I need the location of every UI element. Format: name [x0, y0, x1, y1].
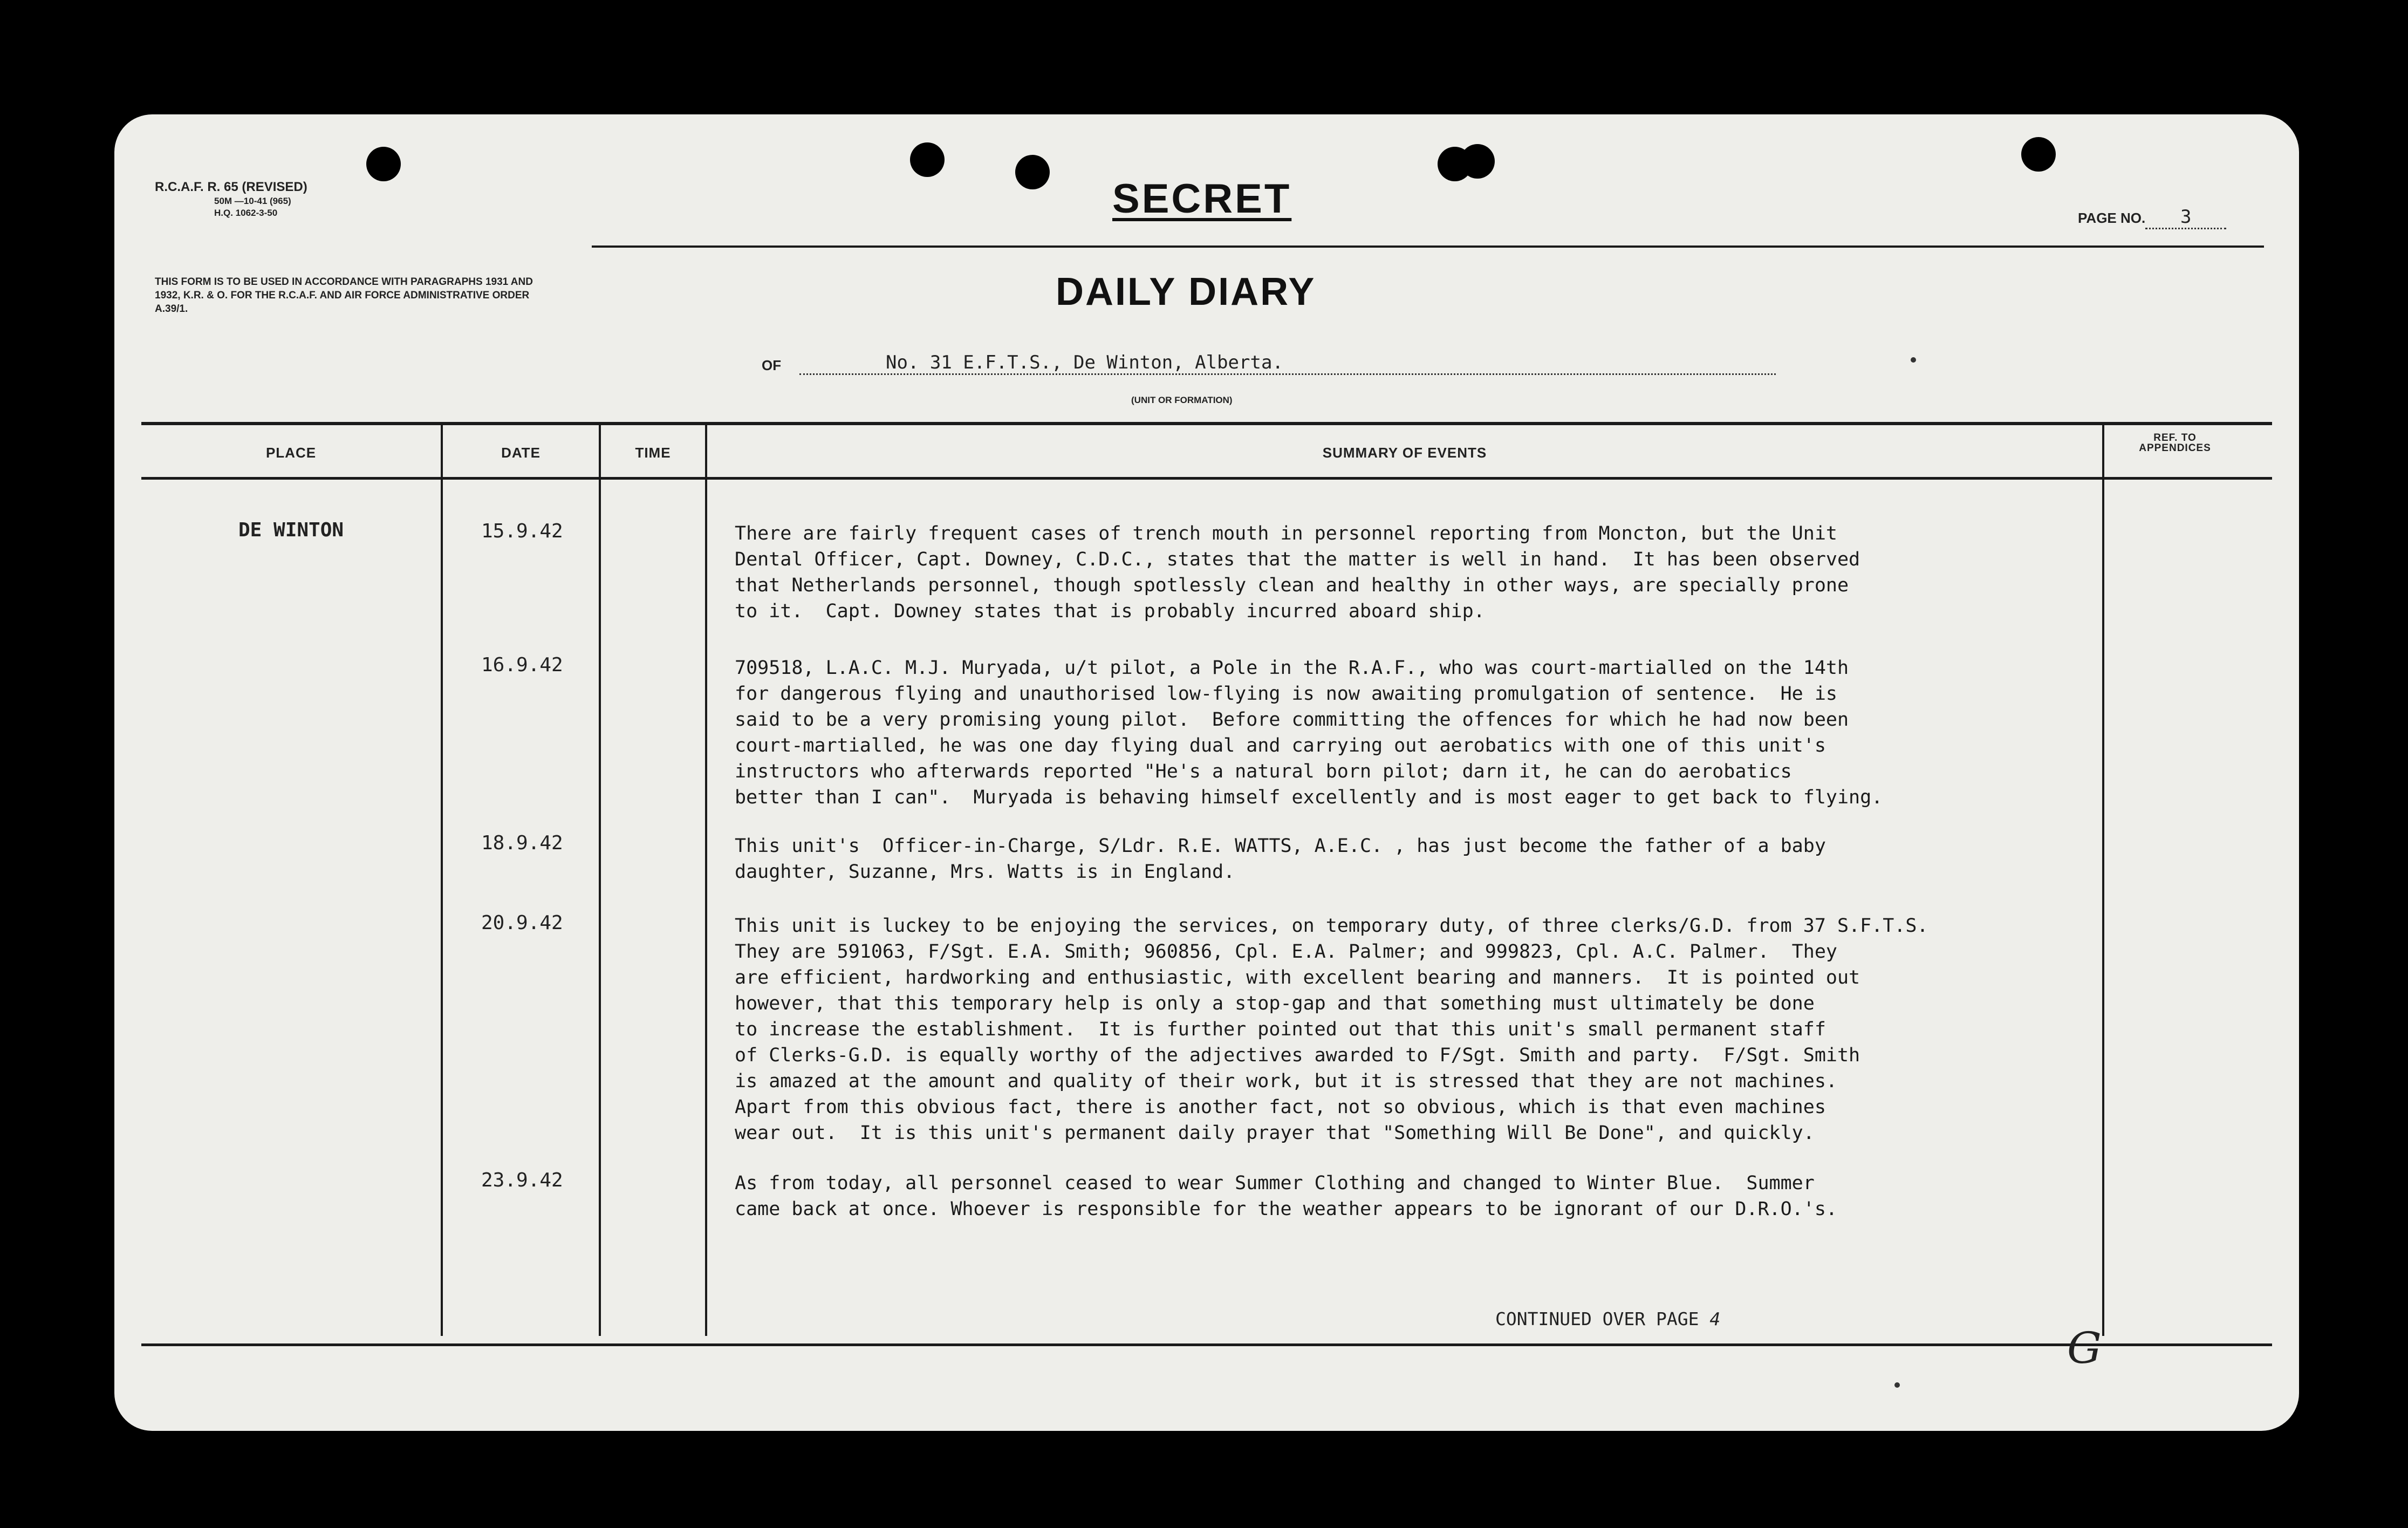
- column-header-date: DATE: [501, 445, 541, 461]
- form-usage-note: THIS FORM IS TO BE USED IN ACCORDANCE WITH PARAGRAPHS 1931 AND 1932, K.R. & O. FOR THE R.C.A.F. AND AIR FORCE ADMINISTRATIVE ORDER A.39/1.: [155, 276, 533, 315]
- form-code: [155, 179, 307, 219]
- place-cell: DE WINTON: [238, 519, 344, 541]
- pencil-mark: [1894, 1382, 1900, 1388]
- punch-hole: [366, 147, 401, 181]
- page-title: DAILY DIARY: [1056, 270, 1316, 313]
- table-top-rule: [141, 422, 2272, 425]
- form-code-line3: H.Q. 1062-3-50: [214, 208, 278, 218]
- column-header-place: PLACE: [265, 445, 317, 461]
- date-cell: 20.9.42: [481, 912, 563, 934]
- of-label: OF: [762, 357, 782, 373]
- pencil-mark: [1911, 357, 1916, 363]
- handwritten-initial: G: [2067, 1323, 2102, 1373]
- continued-note: [1495, 1308, 1720, 1329]
- continued-label: CONTINUED OVER PAGE: [1495, 1308, 1699, 1329]
- diary-form-card: [114, 114, 2299, 1431]
- header-rule: [592, 245, 2264, 248]
- table-bottom-rule: [141, 1343, 2272, 1346]
- diary-entry: There are fairly frequent cases of trench mouth in personnel reporting from Moncton, but the Unit Dental Officer, Capt. Downey, C.D.C., states that the matter is well in hand. It has been observed that Netherlands personnel, though spotlessly clean and healthy in other ways, are specially prone to it. Capt. Downey states that is probably incurred aboard ship.: [735, 523, 1860, 622]
- diary-entry: 709518, L.A.C. M.J. Muryada, u/t pilot, a Pole in the R.A.F., who was court-martialled on the 14th for dangerous flying and unauthorised low-flying is now awaiting promulgation of sentence. He is said to be a very promising young pilot. Before committing the offences for which he had now been court-martialled, he was one day flying dual and carrying out aerobatics with one of this unit's instructors who afterwards reported "He's a natural born pilot; darn it, he can do aerobatics better than I can". Muryada is behaving himself excellently and is most eager to get back to flying.: [735, 657, 1883, 808]
- column-header-summary: SUMMARY OF EVENTS: [1322, 445, 1487, 461]
- page-number-value: 3: [2145, 206, 2226, 229]
- date-cell: 18.9.42: [481, 832, 563, 854]
- column-divider: [599, 424, 601, 1336]
- column-header-time: TIME: [635, 445, 671, 461]
- diary-entry: As from today, all personnel ceased to wear Summer Clothing and changed to Winter Blue. Summer came back at once. Whoever is responsible for the weather appears to be ignorant of our D.R.O.'s.: [735, 1172, 1837, 1220]
- date-cell: 15.9.42: [481, 520, 563, 542]
- punch-hole: [2021, 137, 2056, 172]
- date-cell: 16.9.42: [481, 654, 563, 676]
- column-divider: [705, 424, 707, 1336]
- table-header-rule: [141, 477, 2272, 480]
- punch-hole: [1015, 155, 1050, 189]
- page-number-label: PAGE NO.: [2078, 210, 2146, 226]
- form-code-line1: R.C.A.F. R. 65 (REVISED): [155, 180, 307, 194]
- punch-hole: [1460, 144, 1495, 179]
- classification-stamp: SECRET: [1112, 176, 1292, 222]
- diary-entry: This unit is luckey to be enjoying the services, on temporary duty, of three clerks/G.D. from 37 S.F.T.S. They are 591063, F/Sgt. E.A. Smith; 960856, Cpl. E.A. Palmer; and 999823, Cpl. A.C. Palmer. They are efficient, hardworking and enthusiastic, with excellent bearing and manners. It is pointed out however, that this temporary help is only a stop-gap and that something must ultimately be done to increase the establishment. It is further pointed out that this unit's small permanent staff of Clerks-G.D. is equally worthy of the adjectives awarded to F/Sgt. Smith and party. F/Sgt. Smith is amazed at the amount and quality of their work, but it is stressed that they are not machines. Apart from this obvious fact, there is another fact, not so obvious, which is that even machines wear out. It is this unit's permanent daily prayer that "Something Will Be Done", and quickly.: [735, 915, 1928, 1144]
- unit-field: No. 31 E.F.T.S., De Winton, Alberta.: [799, 352, 1776, 375]
- unit-caption: (UNIT OR FORMATION): [1131, 395, 1233, 405]
- page-number: [2078, 206, 2226, 229]
- column-divider: [441, 424, 443, 1336]
- continued-page: 4: [1709, 1308, 1721, 1329]
- column-header-ref: REF. TO APPENDICES: [2139, 432, 2211, 454]
- date-cell: 23.9.42: [481, 1169, 563, 1191]
- form-code-line2: 50M —10-41 (965): [214, 196, 291, 206]
- punch-hole: [910, 142, 945, 177]
- diary-entry: This unit's Officer-in-Charge, S/Ldr. R.E. WATTS, A.E.C. , has just become the father of a baby daughter, Suzanne, Mrs. Watts is in England.: [735, 835, 1826, 883]
